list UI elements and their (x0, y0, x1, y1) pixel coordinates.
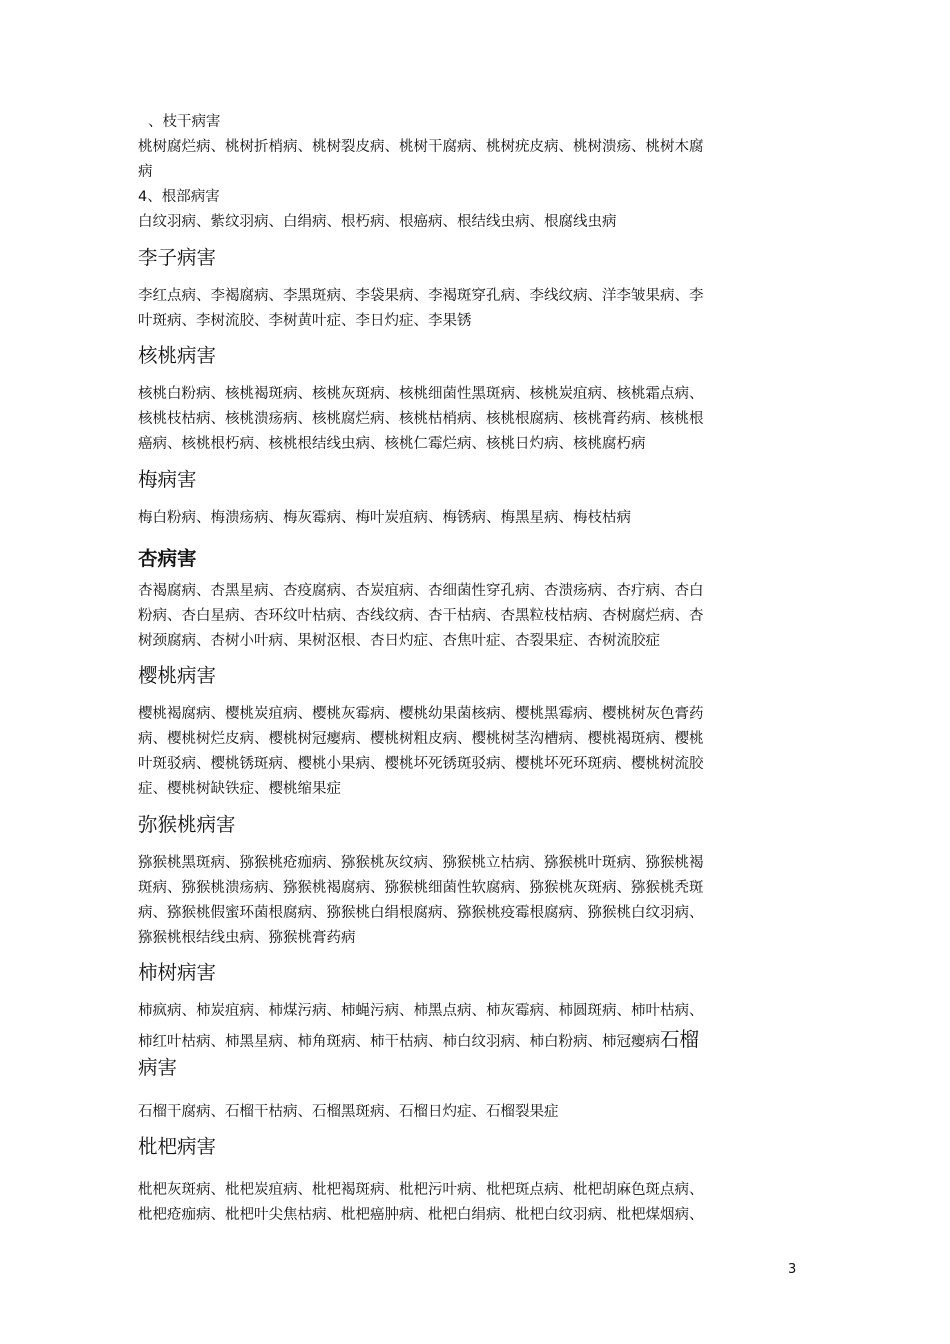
walnut-disease-line-1: 核桃白粉病、核桃褐斑病、核桃灰斑病、核桃细菌性黑斑病、核桃炭疽病、核桃霜点病、 (138, 386, 704, 402)
kiwi-disease-line-2: 斑病、猕猴桃溃疡病、猕猴桃褐腐病、猕猴桃细菌性软腐病、猕猴桃灰斑病、猕猴桃秃斑 (138, 880, 704, 896)
apricot-disease-line-2: 粉病、杏白星病、杏环纹叶枯病、杏线纹病、杏干枯病、杏黑粒枝枯病、杏树腐烂病、杏 (138, 608, 704, 624)
plum-disease-line-2: 叶斑病、李树流胶、李树黄叶症、李日灼症、李果锈 (138, 313, 472, 329)
branch-disease-line-2: 病 (138, 164, 153, 180)
apricot-disease-heading: 杏病害 (138, 547, 197, 570)
loquat-disease-heading: 枇杷病害 (138, 1135, 217, 1158)
branch-disease-line-1: 桃树腐烂病、桃树折梢病、桃树裂皮病、桃树干腐病、桃树疣皮病、桃树溃疡、桃树木腐 (138, 139, 704, 155)
kiwi-disease-line-3: 病、猕猴桃假蜜环菌根腐病、猕猴桃白绢根腐病、猕猴桃疫霉根腐病、猕猴桃白纹羽病、 (138, 905, 704, 921)
persimmon-disease-line-2 (138, 1030, 810, 1052)
persimmon-disease-line-2-text: 柿红叶枯病、柿黑星病、柿角斑病、柿干枯病、柿白纹羽病、柿白粉病、柿冠瘿病 (138, 1034, 660, 1050)
persimmon-disease-heading: 柿树病害 (138, 961, 217, 984)
pomegranate-disease-line-1: 石榴干腐病、石榴干枯病、石榴黑斑病、石榴日灼症、石榴裂果症 (138, 1104, 559, 1120)
plum-disease-line-1: 李红点病、李褐腐病、李黑斑病、李袋果病、李褐斑穿孔病、李线纹病、洋李皱果病、李 (138, 288, 704, 304)
loquat-disease-line-1: 枇杷灰斑病、枇杷炭疽病、枇杷褐斑病、枇杷污叶病、枇杷斑点病、枇杷胡麻色斑点病、 (138, 1182, 704, 1198)
walnut-disease-heading: 核桃病害 (138, 344, 217, 367)
pomegranate-disease-heading-part-1: 石榴 (660, 1028, 700, 1051)
mei-disease-heading: 梅病害 (138, 468, 197, 491)
cherry-disease-heading: 樱桃病害 (138, 664, 217, 687)
root-disease-heading: 4、根部病害 (138, 189, 220, 205)
branch-disease-heading: 、枝干病害 (148, 114, 221, 130)
pomegranate-disease-heading-part-2: 病害 (138, 1056, 178, 1079)
walnut-disease-line-3: 癌病、核桃根朽病、核桃根结线虫病、核桃仁霉烂病、核桃日灼病、核桃腐朽病 (138, 436, 646, 452)
loquat-disease-line-2: 枇杷疮痂病、枇杷叶尖焦枯病、枇杷癌肿病、枇杷白绢病、枇杷白纹羽病、枇杷煤烟病、 (138, 1207, 704, 1223)
kiwi-disease-heading: 弥猴桃病害 (138, 813, 236, 836)
cherry-disease-line-3: 叶斑驳病、樱桃锈斑病、樱桃小果病、樱桃坏死锈斑驳病、樱桃坏死环斑病、樱桃树流胶 (138, 756, 704, 772)
plum-disease-heading: 李子病害 (138, 246, 217, 269)
mei-disease-line-1: 梅白粉病、梅溃疡病、梅灰霉病、梅叶炭疽病、梅锈病、梅黑星病、梅枝枯病 (138, 510, 631, 526)
kiwi-disease-line-4: 猕猴桃根结线虫病、猕猴桃膏药病 (138, 930, 356, 946)
cherry-disease-line-4: 症、樱桃树缺铁症、樱桃缩果症 (138, 781, 341, 797)
root-disease-line-1: 白纹羽病、紫纹羽病、白绢病、根朽病、根癌病、根结线虫病、根腐线虫病 (138, 214, 617, 230)
apricot-disease-line-3: 树颈腐病、杏树小叶病、果树沤根、杏日灼症、杏焦叶症、杏裂果症、杏树流胶症 (138, 633, 660, 649)
page-number: 3 (788, 1262, 797, 1277)
cherry-disease-line-2: 病、樱桃树烂皮病、樱桃树冠瘿病、樱桃树粗皮病、樱桃树茎沟槽病、樱桃褐斑病、樱桃 (138, 731, 704, 747)
walnut-disease-line-2: 核桃枝枯病、核桃溃疡病、核桃腐烂病、核桃枯梢病、核桃根腐病、核桃膏药病、核桃根 (138, 411, 704, 427)
apricot-disease-line-1: 杏褐腐病、杏黑星病、杏疫腐病、杏炭疽病、杏细菌性穿孔病、杏溃疡病、杏疔病、杏白 (138, 583, 704, 599)
kiwi-disease-line-1: 猕猴桃黑斑病、猕猴桃疮痂病、猕猴桃灰纹病、猕猴桃立枯病、猕猴桃叶斑病、猕猴桃褐 (138, 855, 704, 871)
cherry-disease-line-1: 樱桃褐腐病、樱桃炭疽病、樱桃灰霉病、樱桃幼果菌核病、樱桃黑霉病、樱桃树灰色膏药 (138, 706, 704, 722)
persimmon-disease-line-1: 柿疯病、柿炭疽病、柿煤污病、柿蝇污病、柿黑点病、柿灰霉病、柿圆斑病、柿叶枯病、 (138, 1003, 704, 1019)
